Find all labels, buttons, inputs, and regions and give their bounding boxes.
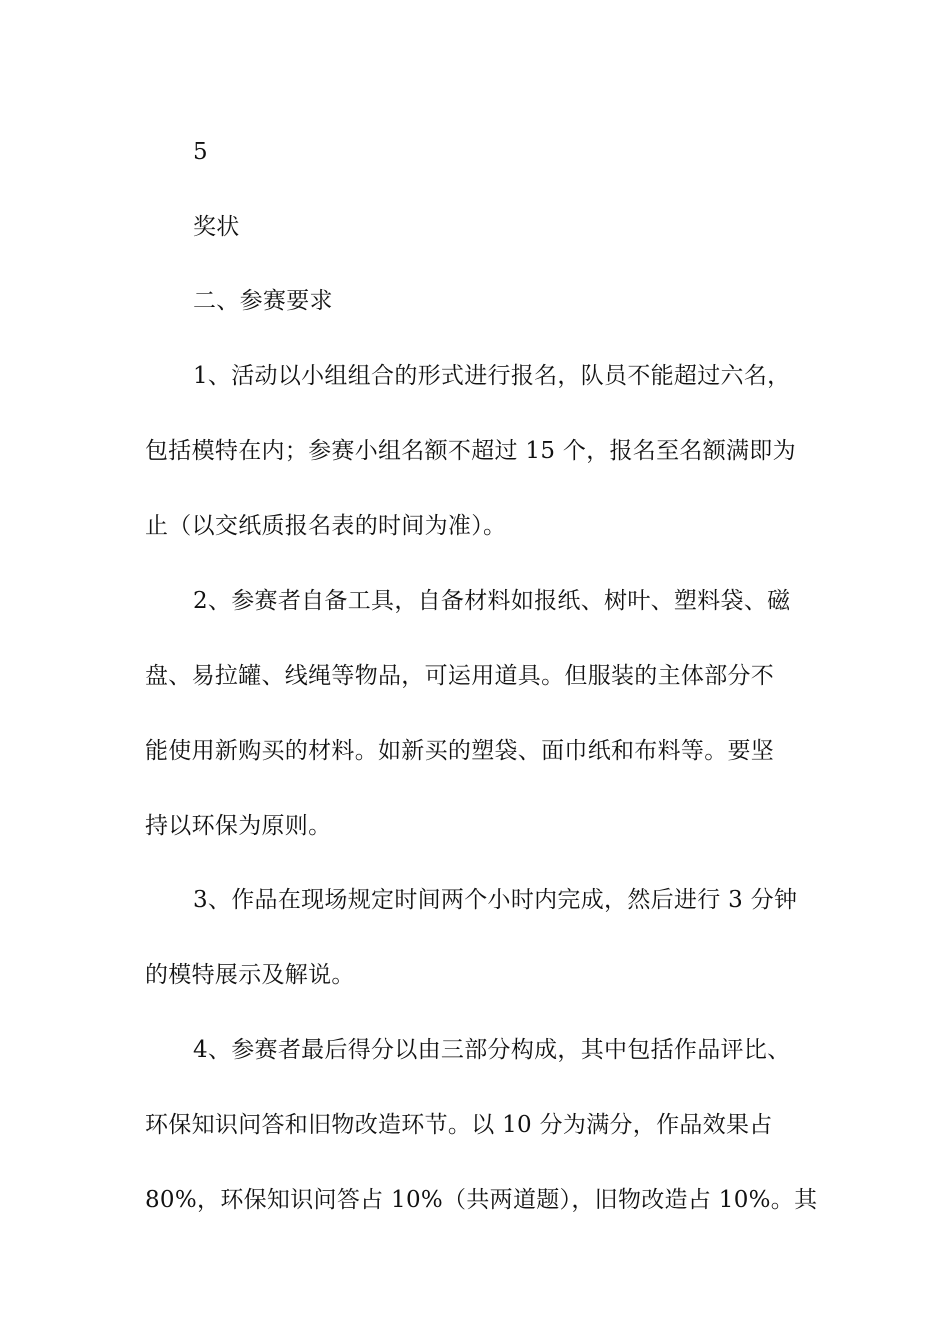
paragraph-4-line-2: 环保知识问答和旧物改造环节。以 10 分为满分，作品效果占 [145,1112,773,1138]
paragraph-2-line-4: 持以环保为原则。 [145,813,332,839]
paragraph-3-line-2: 的模特展示及解说。 [145,962,355,988]
section-heading: 二、参赛要求 [193,288,333,314]
paragraph-4-line-3: 80%，环保知识问答占 10%（共两道题），旧物改造占 10%。其 [145,1187,818,1213]
paragraph-1-line-2: 包括模特在内；参赛小组名额不超过 15 个，报名至名额满即为 [145,438,796,464]
paragraph-1-line-1: 1、活动以小组组合的形式进行报名，队员不能超过六名， [193,363,791,389]
prize-rank-number: 5 [193,139,208,165]
paragraph-2-line-1: 2、参赛者自备工具，自备材料如报纸、树叶、塑料袋、磁 [193,588,791,614]
paragraph-1-line-3: 止（以交纸质报名表的时间为准）。 [145,513,507,539]
paragraph-3-line-1: 3、作品在现场规定时间两个小时内完成，然后进行 3 分钟 [193,887,798,913]
prize-type-text: 奖状 [193,214,240,240]
paragraph-2-line-2: 盘、易拉罐、线绳等物品，可运用道具。但服装的主体部分不 [145,663,775,689]
paragraph-2-line-3: 能使用新购买的材料。如新买的塑袋、面巾纸和布料等。要坚 [145,738,775,764]
paragraph-4-line-1: 4、参赛者最后得分以由三部分构成，其中包括作品评比、 [193,1037,791,1063]
